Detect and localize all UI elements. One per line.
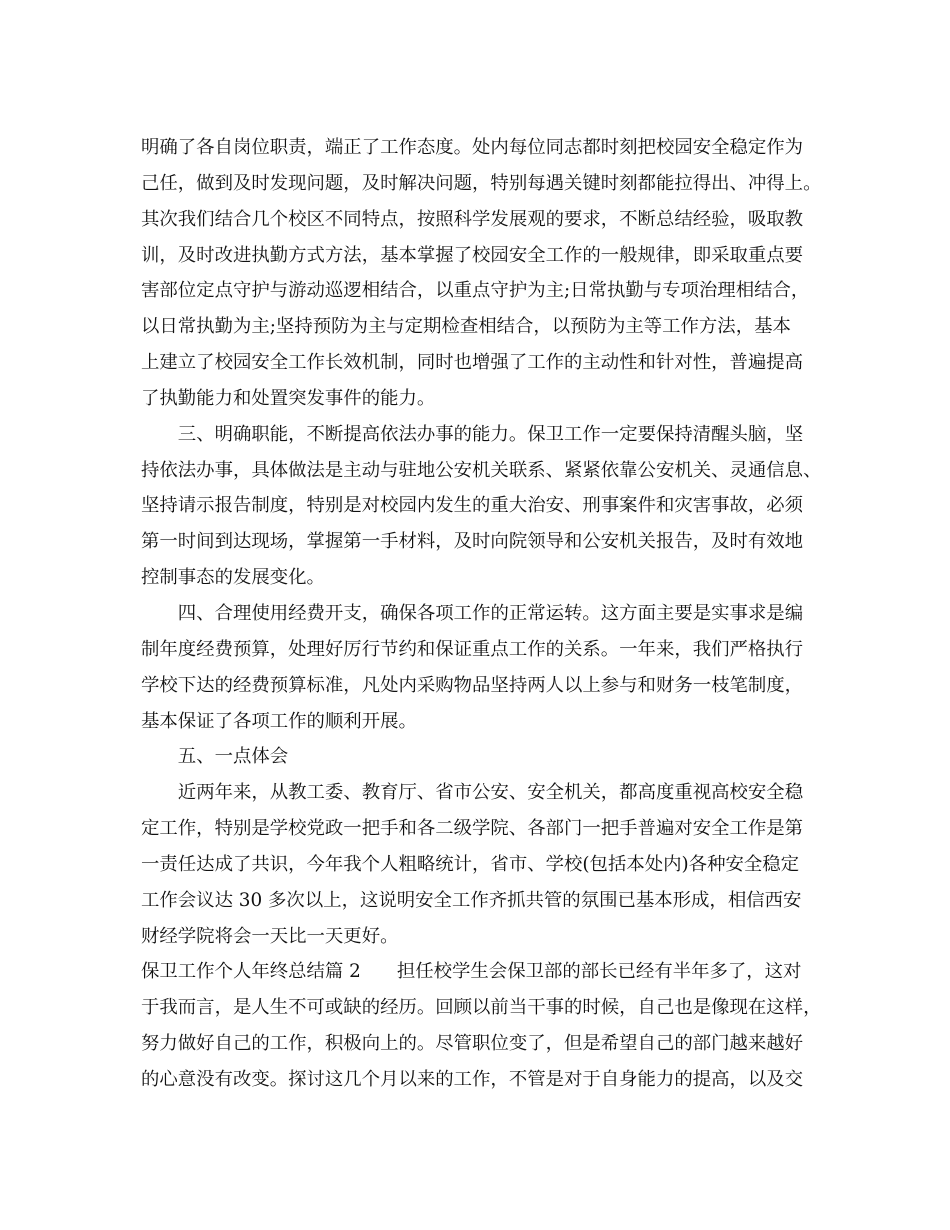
text-line: 定工作，特别是学校党政一把手和各二级学院、各部门一把手普遍对安全工作是第 — [141, 818, 804, 840]
paragraph-reflection — [141, 775, 841, 954]
text-line: 己任，做到及时发现问题，及时解决问题，特别每遇关键时刻都能拉得出、冲得上。 — [141, 172, 822, 194]
text-line: 坚持请示报告制度，特别是对校园内发生的重大治安、刑事案件和灾害事故，必须 — [141, 495, 804, 517]
text-line: 明确了各自岗位职责，端正了工作态度。处内每位同志都时刻把校园安全稳定作为 — [141, 137, 804, 158]
text-line: 控制事态的发展变化。 — [141, 567, 325, 589]
article-title: 保卫工作个人年终总结篇 2 — [141, 961, 361, 983]
paragraph-section-four — [141, 596, 841, 739]
text-line: 于我而言，是人生不可或缺的经历。回顾以前当干事的时候，自己也是像现在这样， — [141, 997, 822, 1019]
text-line: 的心意没有改变。探讨这几个月以来的工作，不管是对于自身能力的提高，以及交 — [141, 1068, 804, 1090]
text-line: 持依法办事，具体做法是主动与驻地公安机关联系、紧紧依靠公安机关、灵通信息、 — [141, 459, 822, 481]
body-text — [141, 126, 841, 1098]
text-line: 三、明确职能，不断提高依法办事的能力。保卫工作一定要保持清醒头脑，坚 — [177, 423, 804, 445]
text-line: 学校下达的经费预算标准，凡处内采购物品坚持两人以上参与和财务一枝笔制度， — [141, 674, 804, 696]
paragraph-duties — [141, 130, 841, 417]
text-line: 四、合理使用经费开支，确保各项工作的正常运转。这方面主要是实事求是编 — [177, 602, 804, 624]
text-line: 第一时间到达现场，掌握第一手材料，及时向院领导和公安机关报告，及时有效地 — [141, 531, 804, 553]
text-line: 努力做好自己的工作，积极向上的。尽管职位变了，但是希望自己的部门越来越好 — [141, 1033, 804, 1055]
text-line: 上建立了校园安全工作长效机制，同时也增强了工作的主动性和针对性，普遍提高 — [141, 352, 804, 374]
text-line: 训，及时改进执勤方式方法，基本掌握了校园安全工作的一般规律，即采取重点要 — [141, 244, 804, 266]
article-title-line — [141, 954, 841, 990]
text-line: 了执勤能力和处置突发事件的能力。 — [141, 387, 436, 409]
text-line: 基本保证了各项工作的顺利开展。 — [141, 710, 417, 732]
text-line: 制年度经费预算，处理好厉行节约和保证重点工作的关系。一年来，我们严格执行 — [141, 638, 804, 660]
text-line: 一责任达成了共识，今年我个人粗略统计，省市、学校(包括本处内)各种安全稳定 — [141, 853, 800, 875]
paragraph-section-three — [141, 417, 841, 596]
text-line: 担任校学生会保卫部的部长已经有半年多了，这对 — [396, 961, 802, 983]
text-line: 害部位定点守护与游动巡逻相结合，以重点守护为主;日常执勤与专项治理相结合， — [141, 280, 810, 302]
text-line: 其次我们结合几个校区不同特点，按照科学发展观的要求，不断总结经验，吸取教 — [141, 208, 804, 230]
text-line: 工作会议达 30 多次以上，这说明安全工作齐抓共管的氛围已基本形成，相信西安 — [141, 889, 802, 911]
section-heading-five: 五、一点体会 — [177, 746, 289, 768]
text-line: 近两年来，从教工委、教育厅、省市公安、安全机关，都高度重视高校安全稳 — [177, 782, 804, 804]
text-line: 财经学院将会一天比一天更好。 — [141, 925, 399, 947]
text-line: 以日常执勤为主;坚持预防为主与定期检查相结合，以预防为主等工作方法，基本 — [141, 316, 791, 338]
article-two — [141, 954, 841, 1097]
